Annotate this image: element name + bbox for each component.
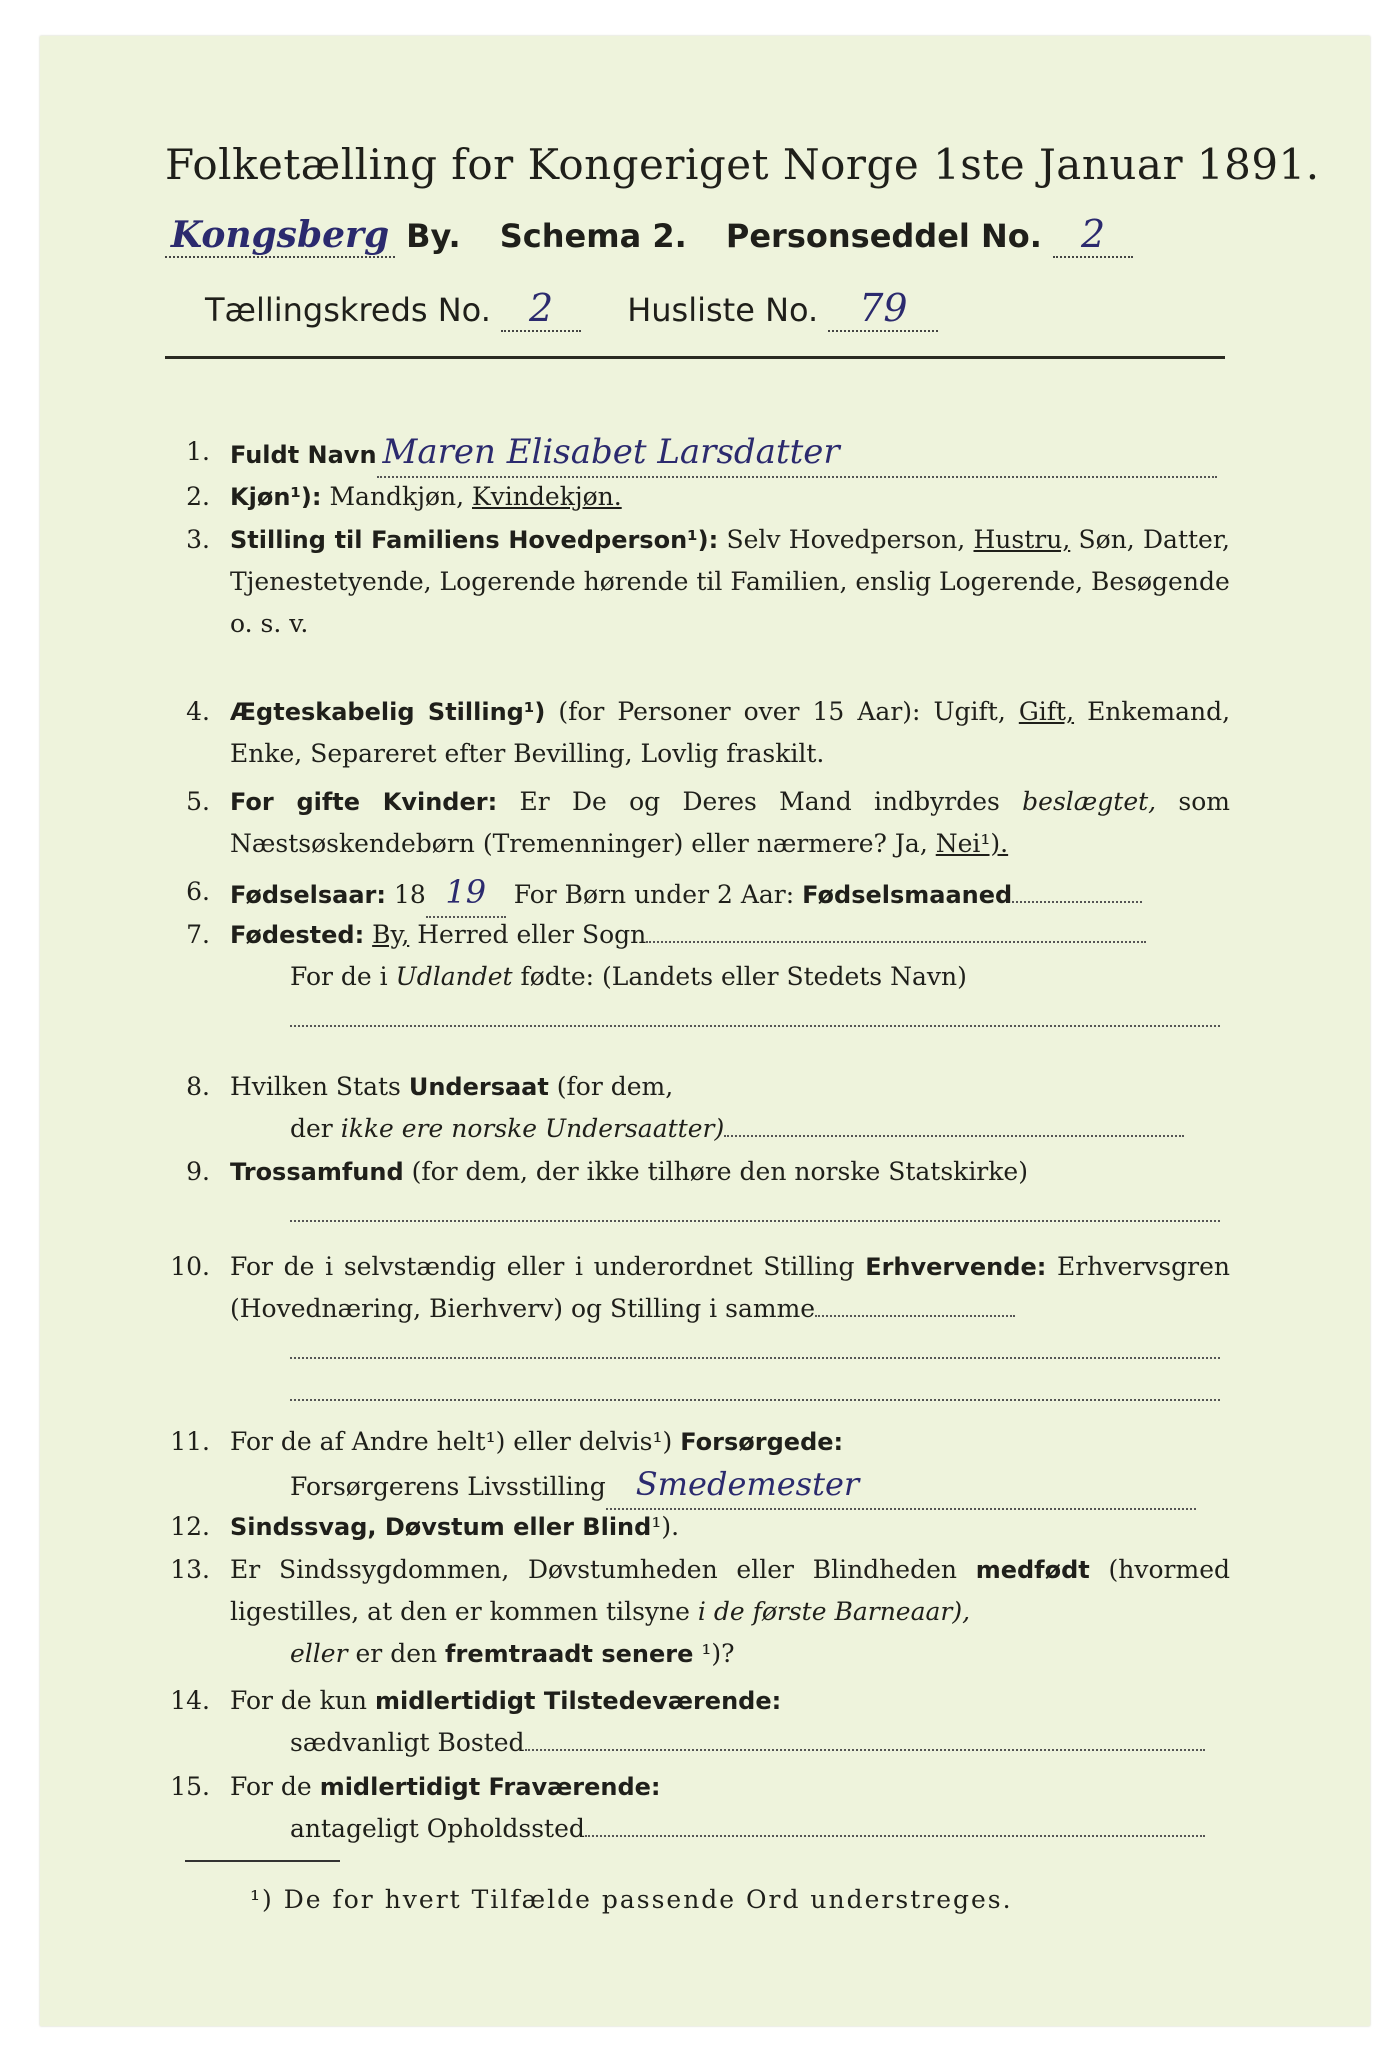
full-name-value: Maren Elisabet Larsdatter [382, 432, 840, 472]
q5-text-b: beslægtet, [1022, 787, 1157, 816]
q3-text-c: Søn, Datter, Tjenestetyende, Logerende hørende til Familien, enslig Logerende, Besøgende [230, 525, 1230, 596]
q15-number: 15. [170, 1772, 210, 1801]
q11-number: 11. [170, 1427, 210, 1456]
q7-text-c: For de i [290, 962, 388, 991]
q4-married: Gift, [1018, 697, 1075, 726]
q6-label: Fødselsaar: [230, 881, 386, 909]
q8-text-b: (for dem, [556, 1072, 674, 1101]
q8-text-a: Hvilken Stats [230, 1072, 401, 1101]
personseddel-label: Personseddel No. [725, 217, 1042, 255]
q8-text-c: der [290, 1114, 333, 1143]
q8-text-d: ikke ere norske Undersaatter) [340, 1114, 725, 1143]
q13-label: medfødt [975, 1556, 1090, 1584]
husliste-label: Husliste No. [627, 291, 819, 329]
personseddel-value: 2 [1080, 212, 1106, 256]
q7-abroad: Udlandet [395, 962, 513, 991]
q5-number: 5. [186, 787, 210, 816]
q6-number: 6. [186, 877, 210, 906]
q14-text-a: For de kun [230, 1686, 368, 1715]
birth-year-value: 19 [445, 873, 487, 911]
q9-number: 9. [186, 1157, 210, 1186]
form-title: Folketælling for Kongeriget Norge 1ste Januar 1891. [165, 140, 1320, 189]
q3-number: 3. [186, 525, 210, 554]
q10-text-b: Erhvervsgren (Hovednæring, Bierhverv) og Stilling i samme [230, 1252, 1230, 1323]
q5-label: For gifte Kvinder: [230, 788, 498, 816]
provider-occupation-value: Smedemester [635, 1465, 860, 1503]
q10-text-a: For de i selvstændig eller i underordnet Stilling [230, 1252, 855, 1281]
q15-label: midlertidigt Fraværende: [319, 1773, 661, 1801]
q7-text-b: Herred eller Sogn [417, 920, 647, 949]
kreds-line [205, 286, 1165, 332]
town-value: Kongsberg [170, 214, 390, 256]
q4-text-c: Enkemand, Enke, Separeret efter Bevilling, Lovlig fraskilt. [230, 697, 1231, 768]
q4-number: 4. [186, 697, 210, 726]
q5-text-a: Er De og Deres Mand indbyrdes [519, 787, 1000, 816]
q8-number: 8. [186, 1072, 210, 1101]
q15-text-a: For de [230, 1772, 312, 1801]
q4-label: Ægteskabelig Stilling¹) [230, 698, 546, 726]
q3-text-a: Selv Hovedperson, [726, 525, 966, 554]
q14-label: midlertidigt Tilstedeværende: [374, 1687, 782, 1715]
q4-text-a: (for Personer over 15 Aar): Ugift, [558, 697, 1006, 726]
q3-osv: o. s. v. [230, 609, 309, 638]
q13-text-b: (hvormed ligestilles, at den er kommen tilsyne [230, 1555, 1230, 1626]
q7-number: 7. [186, 920, 210, 949]
schema-line [165, 212, 1225, 258]
q11-text-a: For de af Andre helt¹) eller delvis¹) [230, 1427, 673, 1456]
q13-text-e: er den [355, 1639, 438, 1668]
q7-town: By, [372, 920, 410, 949]
q11-label: Forsørgede: [680, 1428, 844, 1456]
q7-label: Fødested: [230, 921, 365, 949]
q2-label: Kjøn¹): [230, 483, 322, 511]
q13-text-a: Er Sindssygdommen, Døvstumheden eller Blindheden [230, 1555, 957, 1584]
q12-label: Sindssvag, Døvstum eller Blind [230, 1513, 652, 1541]
q5-text-c: som Næstsøskendebørn (Tremenninger) eller nærmere? Ja, [230, 787, 1231, 858]
kreds-value: 2 [528, 286, 554, 330]
husliste-value: 79 [859, 286, 908, 330]
footnote-rule [185, 1860, 340, 1862]
kreds-label: Tællingskreds No. [205, 291, 491, 329]
q2-number: 2. [186, 482, 210, 511]
by-label: By. [406, 217, 461, 255]
q13-label-b: fremtraadt senere [445, 1640, 694, 1668]
q5-no: Nei¹). [935, 829, 1009, 858]
header-rule [165, 356, 1225, 359]
q12-number: 12. [170, 1512, 210, 1541]
q9-text-a: (for dem, der ikke tilhøre den norske Statskirke) [411, 1157, 1028, 1186]
q1-label: Fuldt Navn [230, 441, 377, 469]
q11-text-b: Forsørgerens Livsstilling [290, 1472, 606, 1501]
footnote: ¹) De for hvert Tilfælde passende Ord understreges. [250, 1885, 1013, 1914]
q13-number: 13. [170, 1555, 210, 1584]
q10-number: 10. [170, 1252, 210, 1281]
q8-label: Undersaat [408, 1073, 549, 1101]
q3-label: Stilling til Familiens Hovedperson¹): [230, 526, 719, 554]
q12-text-a: ¹). [651, 1512, 680, 1541]
q6-prefix: 18 [393, 880, 426, 909]
schema-label: Schema 2. [499, 217, 687, 255]
q13-text-d: eller [290, 1639, 348, 1668]
q2-female: Kvindekjøn. [472, 482, 622, 511]
q6-text-a: For Børn under 2 Aar: [513, 880, 795, 909]
q15-text-b: antageligt Opholdssted [290, 1814, 585, 1843]
q14-text-b: sædvanligt Bosted [290, 1728, 525, 1757]
q13-text-f: ¹)? [701, 1639, 735, 1668]
q6-month-label: Fødselsmaaned [802, 881, 1013, 909]
q1-number: 1. [186, 437, 210, 466]
q7-text-e: fødte: (Landets eller Stedets Navn) [520, 962, 967, 991]
q9-label: Trossamfund [230, 1158, 404, 1186]
q10-label: Erhvervende: [865, 1253, 1047, 1281]
census-form [40, 36, 1370, 2026]
q13-text-c: i de første Barneaar), [697, 1597, 971, 1626]
q2-male: Mandkjøn, [329, 482, 465, 511]
q14-number: 14. [170, 1686, 210, 1715]
q3-wife: Hustru, [973, 525, 1071, 554]
